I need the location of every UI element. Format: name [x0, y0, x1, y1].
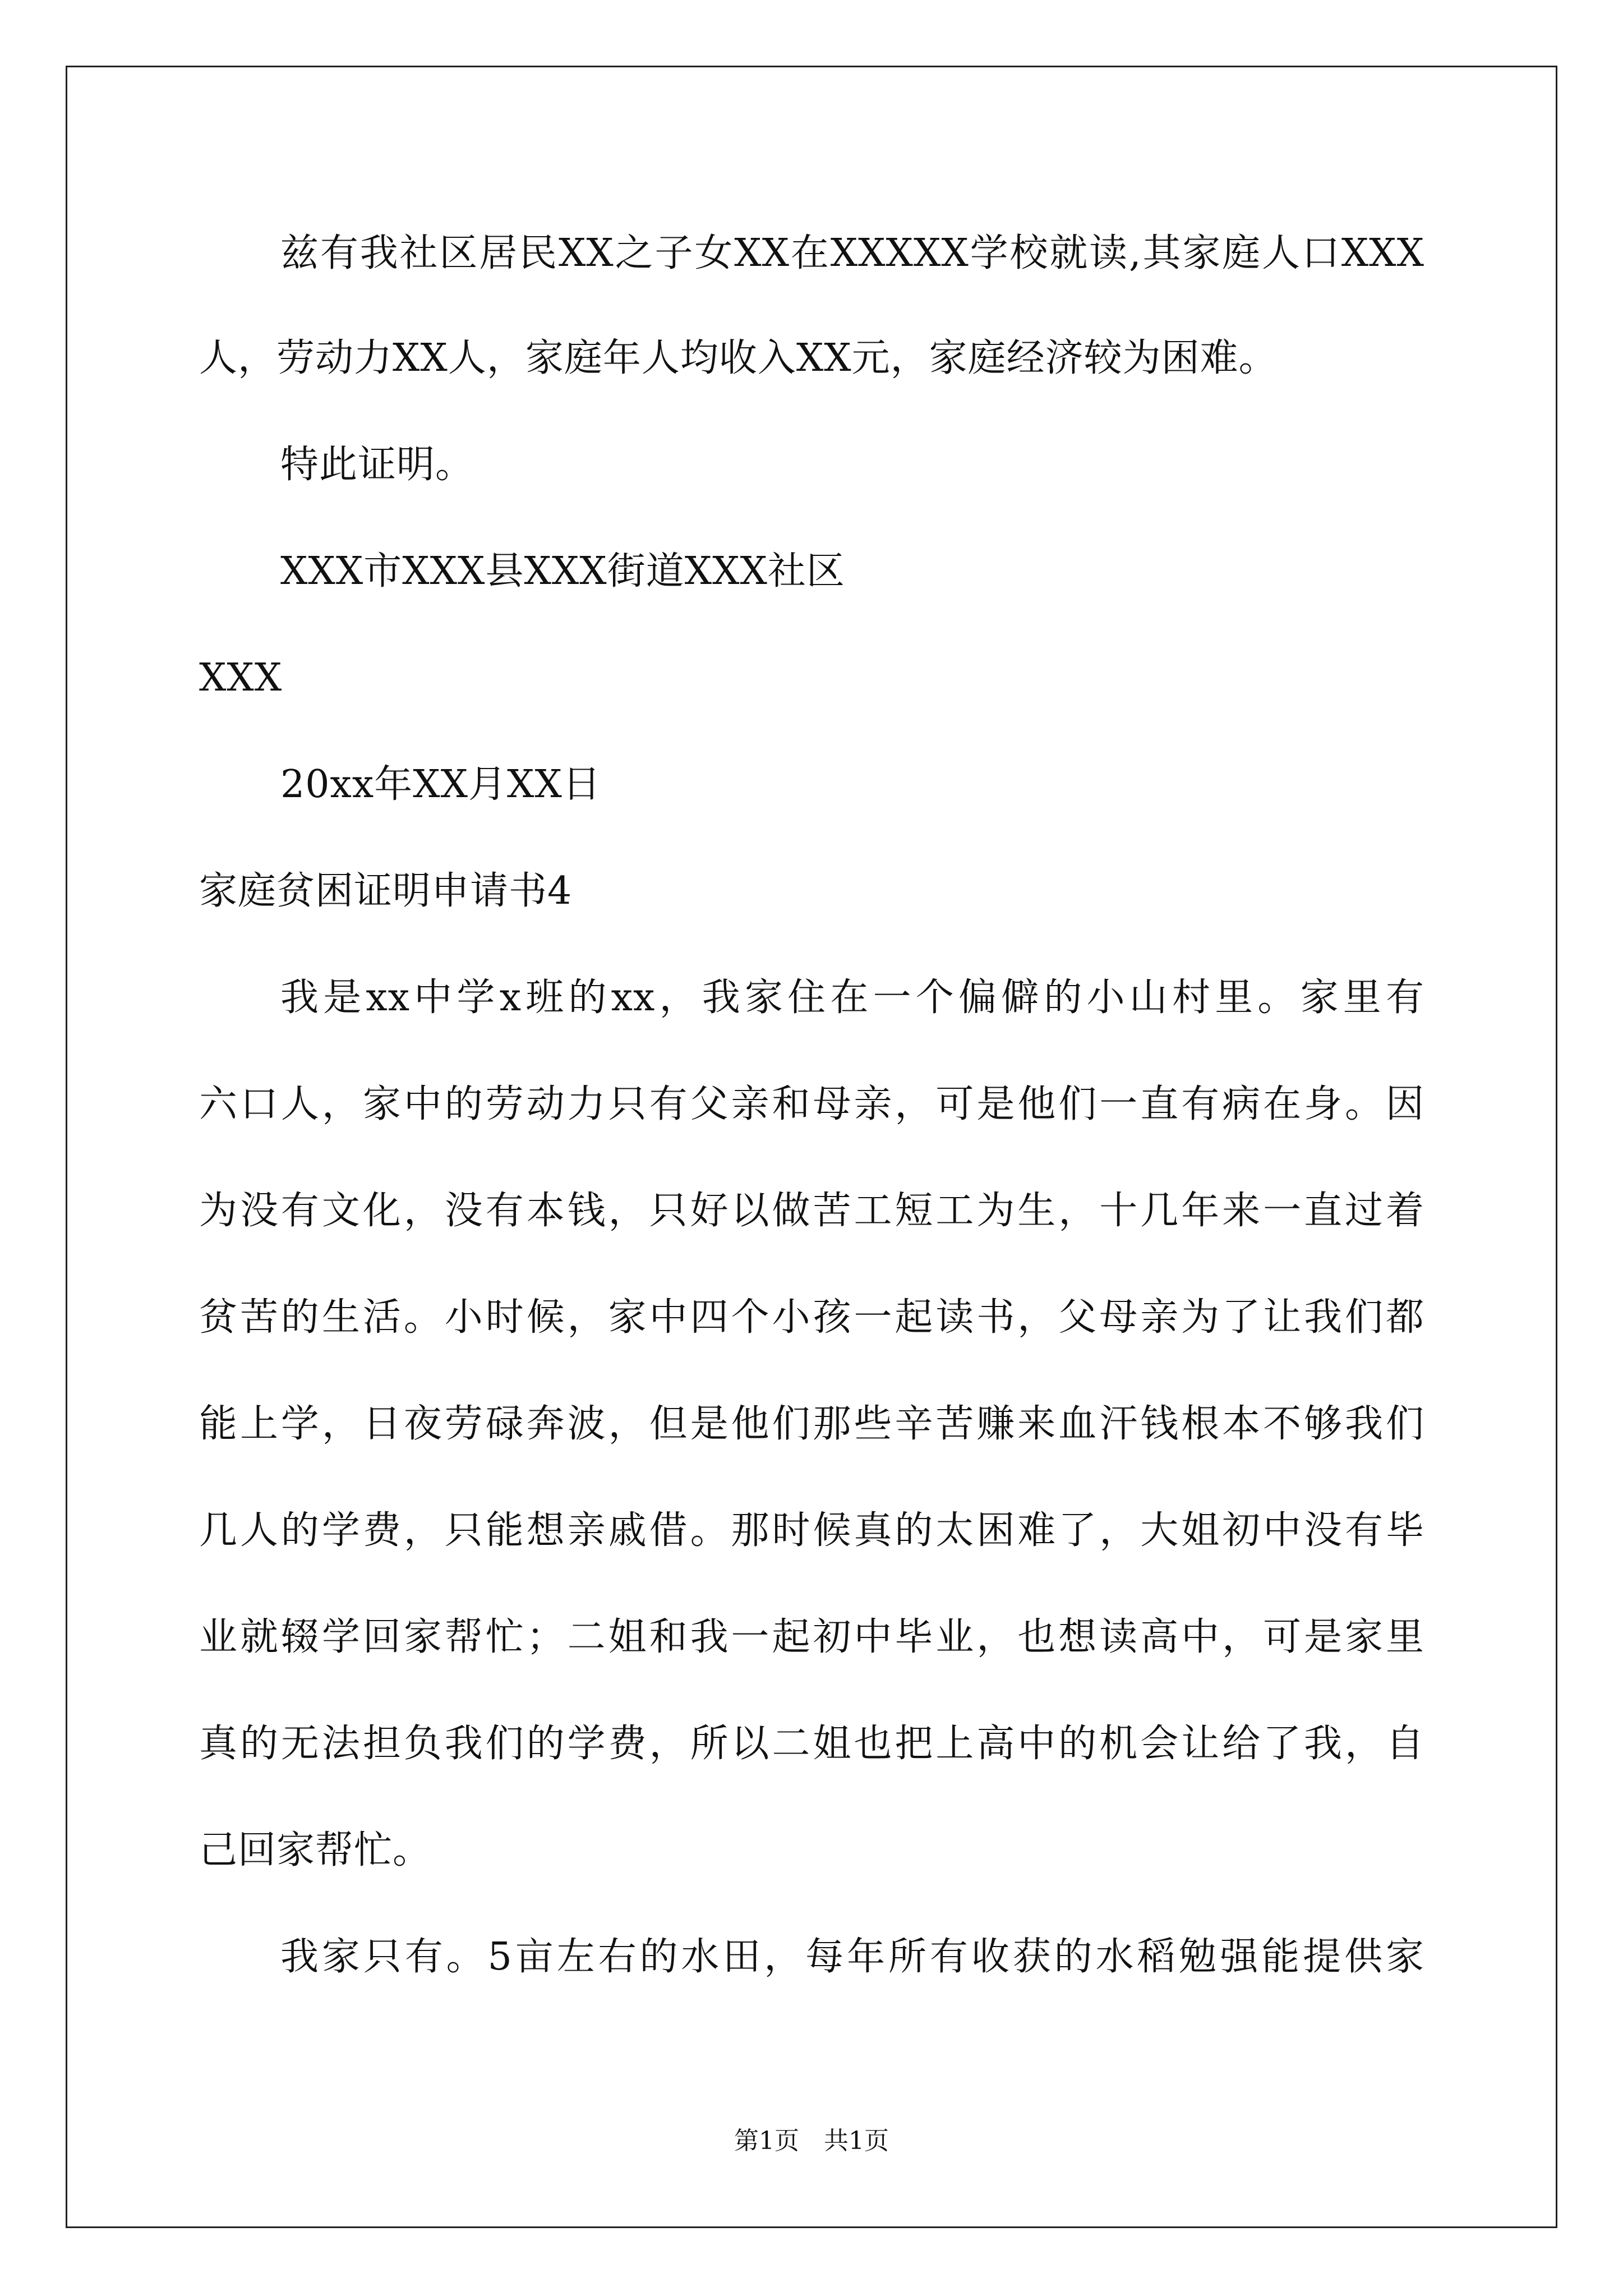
issuer-address: XXX市XXX县XXX街道XXX社区	[280, 549, 845, 593]
section-heading: 家庭贫困证明申请书4	[199, 869, 573, 913]
application-line-9: 己回家帮忙。	[199, 1828, 432, 1872]
page-number-footer: 第1页 共1页	[734, 2127, 889, 2155]
paragraph-certificate-line-1: 兹有我社区居民XX之子女XX在XXXXX学校就读,其家庭人口XXX	[280, 231, 1424, 275]
page-border	[66, 66, 1557, 2228]
issue-date: 20xx年XX月XX日	[280, 762, 601, 807]
application-line-5: 能上学，日夜劳碌奔波，但是他们那些辛苦赚来血汗钱根本不够我们	[199, 1402, 1424, 1446]
application-line-4: 贫苦的生活。小时候，家中四个小孩一起读书，父母亲为了让我们都	[199, 1295, 1424, 1340]
application-line-8: 真的无法担负我们的学费，所以二姐也把上高中的机会让给了我，自	[199, 1722, 1424, 1766]
application-line-2: 六口人，家中的劳动力只有父亲和母亲，可是他们一直有病在身。因	[199, 1082, 1424, 1126]
application-line-10: 我家只有。5亩左右的水田，每年所有收获的水稻勉强能提供家	[280, 1935, 1424, 1979]
application-line-3: 为没有文化，没有本钱，只好以做苦工短工为生，十几年来一直过着	[199, 1189, 1424, 1233]
application-line-7: 业就辍学回家帮忙；二姐和我一起初中毕业，也想读高中，可是家里	[199, 1615, 1424, 1659]
application-line-6: 几人的学费，只能想亲戚借。那时候真的太困难了，大姐初中没有毕	[199, 1508, 1424, 1553]
certify-statement: 特此证明。	[280, 443, 474, 487]
issuer-name: XXX	[199, 656, 283, 700]
application-line-1: 我是xx中学x班的xx，我家住在一个偏僻的小山村里。家里有	[280, 976, 1424, 1020]
paragraph-certificate-line-2: 人，劳动力XX人，家庭年人均收入XX元，家庭经济较为困难。	[199, 336, 1278, 380]
